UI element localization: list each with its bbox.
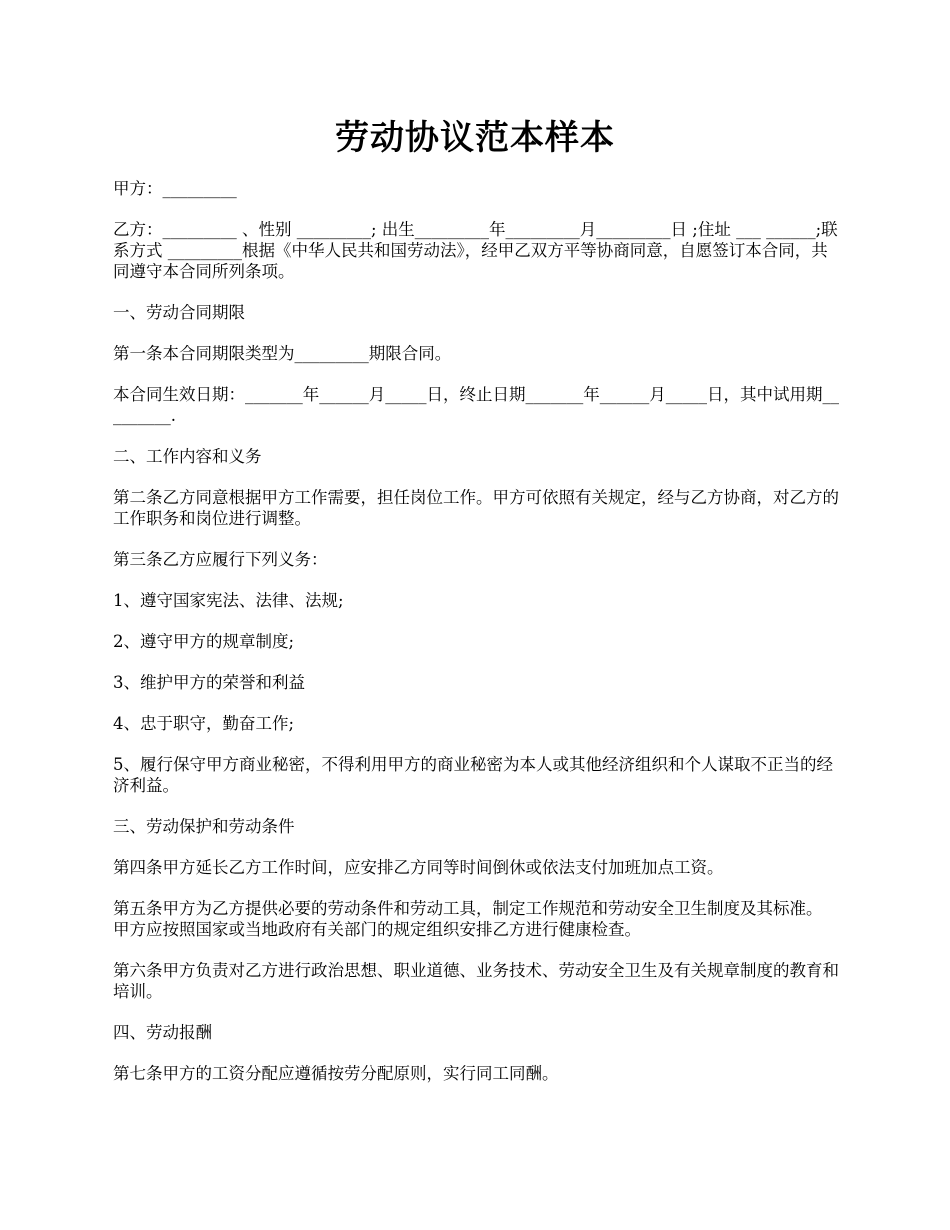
party-a-line: 甲方：_________ — [113, 179, 237, 198]
article-5: 第五条甲方为乙方提供必要的劳动条件和劳动工具，制定工作规范和劳动安全卫生制度及其标准。 甲方应按照国家或当地政府有关部门的规定组织安排乙方进行健康检查。 — [113, 899, 828, 939]
article-7: 第七条甲方的工资分配应遵循按劳分配原则，实行同工同酬。 — [113, 1064, 559, 1083]
document-title: 劳动协议范本样本 — [335, 118, 615, 158]
article-4: 第四条甲方延长乙方工作时间，应安排乙方同等时间倒休或依法支付加班加点工资。 — [113, 858, 724, 877]
article-2: 第二条乙方同意根据甲方工作需要，担任岗位工作。甲方可依照有关规定，经与乙方协商，对乙方的工作职务和岗位进行调整。 — [113, 488, 839, 528]
section-heading-work-duties: 二、工作内容和义务 — [113, 447, 262, 466]
article-3: 第三条乙方应履行下列义务： — [113, 550, 328, 569]
article-6: 第六条甲方负责对乙方进行政治思想、职业道德、业务技术、劳动安全卫生及有关规章制度的教育和培训。 — [113, 961, 839, 1001]
article-1: 第一条本合同期限类型为_________期限合同。 — [113, 344, 452, 363]
section-heading-remuneration: 四、劳动报酬 — [113, 1023, 212, 1042]
contract-dates: 本合同生效日期：_______年______月_____日，终止日期_______年______月_____日，其中试用期_________. — [113, 385, 839, 425]
duty-item-5: 5、履行保守甲方商业秘密，不得利用甲方的商业秘密为本人或其他经济组织和个人谋取不正当的经济利益。 — [113, 755, 833, 795]
document-body — [113, 178, 843, 1104]
section-heading-contract-term: 一、劳动合同期限 — [113, 303, 245, 322]
party-b-details: 乙方：_________ 、性别 _________; 出生_________年_________月_________日 ;住址 ___ ______;联系方式 _________根据《中华人民共和国劳动法》，经甲乙双方平等协商同意，自愿签订本合同，共同遵守本合同所列条项。 — [113, 220, 838, 281]
duty-item-2: 2、遵守甲方的规章制度; — [113, 632, 295, 651]
duty-item-3: 3、维护甲方的荣誉和利益 — [113, 673, 305, 692]
section-heading-labor-protection: 三、劳动保护和劳动条件 — [113, 817, 295, 836]
duty-item-4: 4、忠于职守，勤奋工作; — [113, 714, 295, 733]
duty-item-1: 1、遵守国家宪法、法律、法规; — [113, 591, 344, 610]
